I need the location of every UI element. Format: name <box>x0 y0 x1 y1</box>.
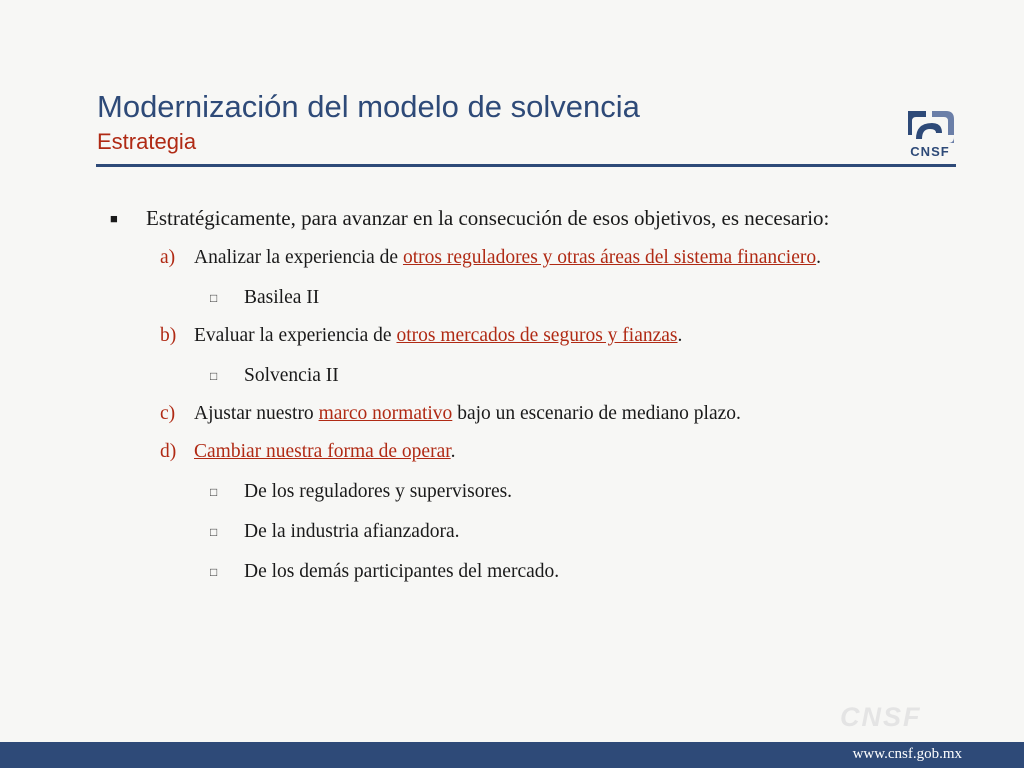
item-text-end: . <box>450 441 456 462</box>
slide-subtitle: Estrategia <box>97 129 197 154</box>
list-marker: b) <box>160 325 177 346</box>
list-marker: c) <box>160 403 176 424</box>
sub-item <box>210 284 955 312</box>
hollow-square-bullet-icon: □ <box>210 525 218 539</box>
sub-item <box>210 362 955 390</box>
list-item-c <box>160 400 955 428</box>
cnsf-watermark: CNSF <box>840 702 922 732</box>
item-text: Ajustar nuestro <box>194 403 319 424</box>
sub-item-text: De los reguladores y supervisores. <box>244 481 513 502</box>
list-marker: a) <box>160 247 176 268</box>
main-bullet <box>110 203 955 234</box>
title-divider <box>96 164 956 167</box>
highlight-link[interactable]: marco normativo <box>318 403 453 424</box>
sub-item-text: Basilea II <box>244 287 320 308</box>
list-marker: d) <box>160 441 177 462</box>
sub-item <box>210 478 955 506</box>
hollow-square-bullet-icon: □ <box>210 565 218 579</box>
item-text-end: . <box>677 325 683 346</box>
sub-item-text: De los demás participantes del mercado. <box>244 561 560 582</box>
list-item-d <box>160 438 955 466</box>
item-text-end: . <box>816 247 821 268</box>
footer-url[interactable]: www.cnsf.gob.mx <box>852 746 962 762</box>
item-text-end: bajo un escenario de mediano plazo. <box>452 403 741 424</box>
logo-text: CNSF <box>910 144 950 159</box>
sub-item-text: Solvencia II <box>244 365 339 386</box>
slide-title: Modernización del modelo de solvencia <box>97 89 640 124</box>
list-item-a <box>160 244 955 272</box>
footer-bar <box>0 742 1024 768</box>
item-text: Analizar la experiencia de <box>194 247 403 268</box>
hollow-square-bullet-icon: □ <box>210 369 218 383</box>
item-text: Evaluar la experiencia de <box>194 325 397 346</box>
sub-item <box>210 518 955 546</box>
highlight-link[interactable]: otros mercados de seguros y fianzas <box>396 325 678 346</box>
sub-item-text: De la industria afianzadora. <box>244 521 460 542</box>
list-item-b <box>160 322 955 350</box>
sub-item <box>210 558 955 586</box>
main-bullet-text: Estratégicamente, para avanzar en la consecución de esos objetivos, es necesario: <box>146 206 830 230</box>
highlight-link[interactable]: otros reguladores y otras áreas del sistema financiero <box>402 247 817 268</box>
slide-content <box>110 203 955 586</box>
highlight-link[interactable]: Cambiar nuestra forma de operar <box>194 441 451 462</box>
hollow-square-bullet-icon: □ <box>210 291 218 305</box>
hollow-square-bullet-icon: □ <box>210 485 218 499</box>
square-bullet-icon: ■ <box>110 211 118 226</box>
